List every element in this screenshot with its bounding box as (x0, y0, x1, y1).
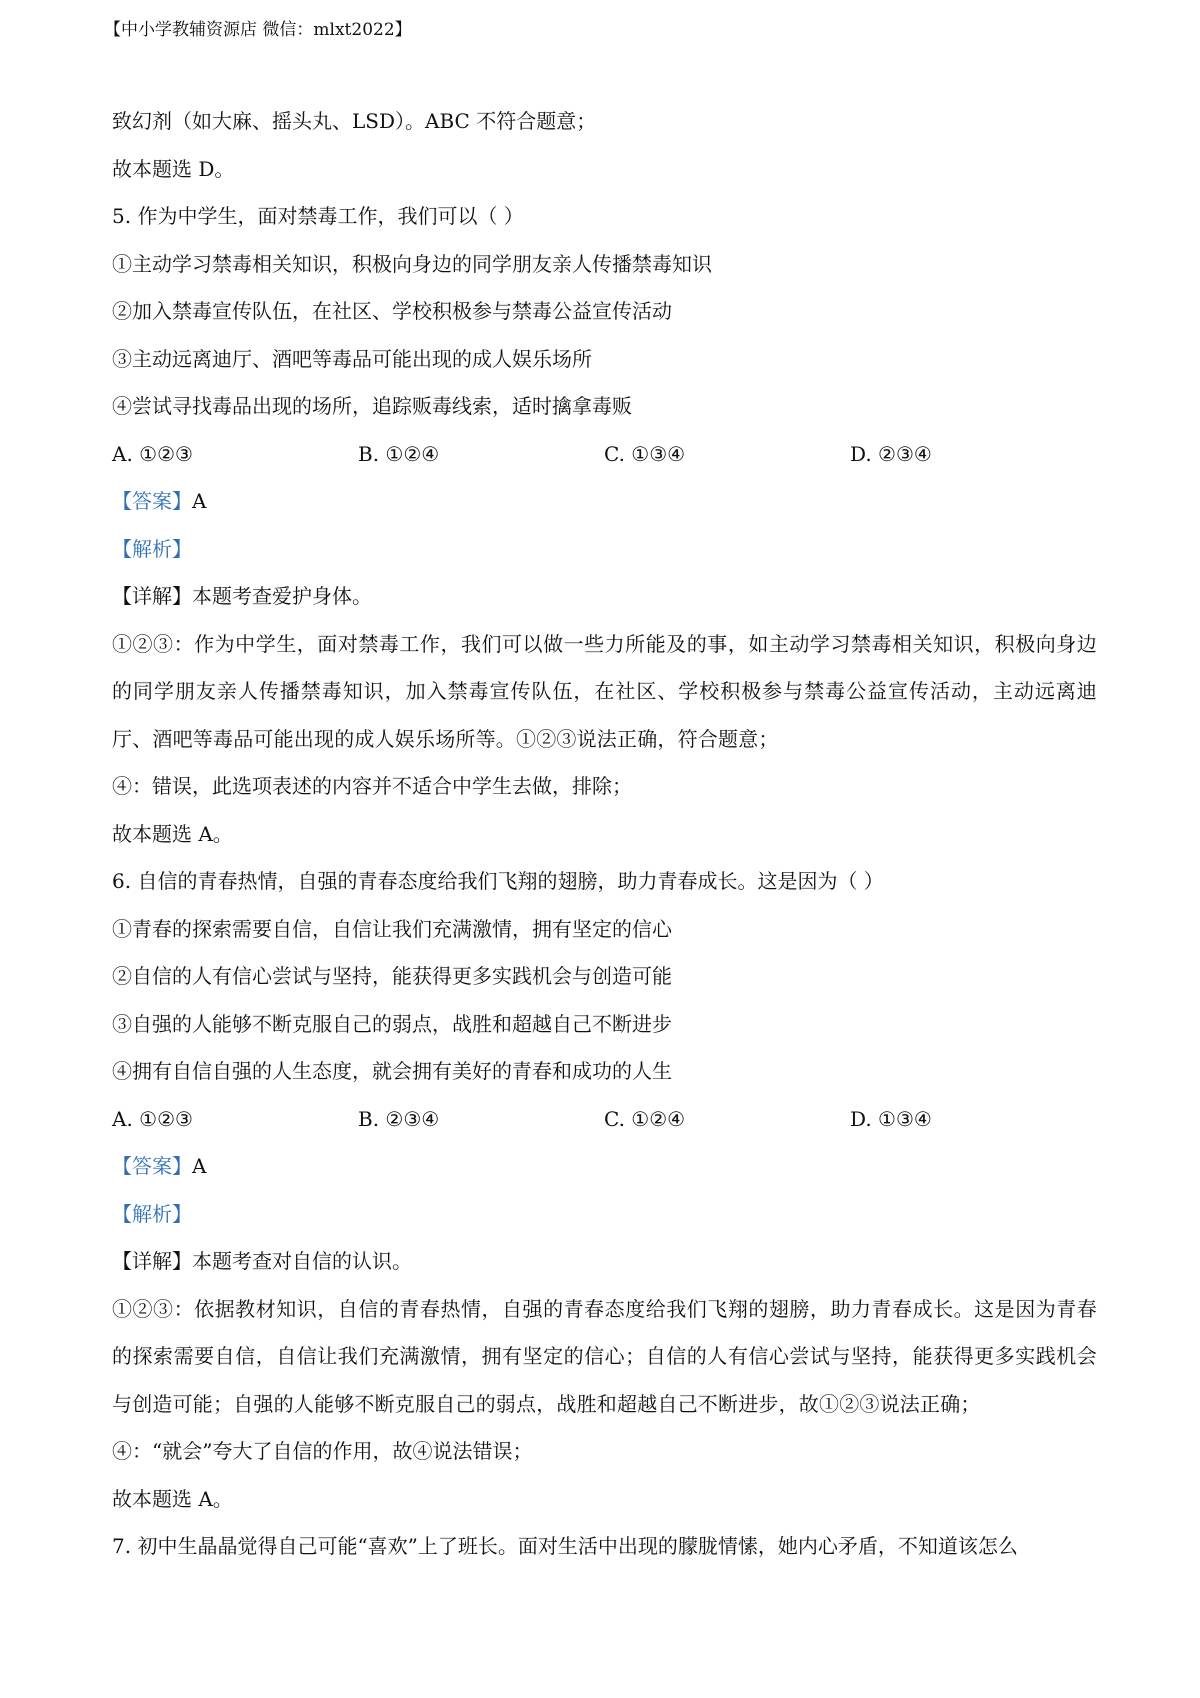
q5-answer (112, 478, 1097, 526)
q6-analysis-tag: 【解析】 (112, 1201, 192, 1226)
q6-conclusion: 故本题选 A。 (112, 1486, 233, 1511)
q7-stem: 7. 初中生晶晶觉得自己可能“喜欢”上了班长。面对生活中出现的朦胧情愫，她内心矛盾，不知道该怎么 (112, 1534, 1018, 1558)
q5-item-1: ①主动学习禁毒相关知识，积极向身边的同学朋友亲人传播禁毒知识 (112, 251, 712, 276)
q5-options (112, 431, 1097, 479)
q6-answer-tag: 【答案】 (112, 1154, 192, 1178)
q5-item-3: ③主动远离迪厅、酒吧等毒品可能出现的成人娱乐场所 (112, 346, 592, 371)
q5-answer-tag: 【答案】 (112, 489, 192, 513)
q5-detail-paragraph-2: ④：错误，此选项表述的内容并不适合中学生去做，排除； (112, 774, 632, 798)
q6-answer-value: A (192, 1154, 207, 1178)
q4-analysis-tail: 致幻剂（如大麻、摇头丸、LSD）。ABC 不符合题意； (112, 109, 597, 133)
q6-option-b: B. ②③④ (358, 1106, 440, 1131)
q6-stem: 6. 自信的青春热情，自强的青春态度给我们飞翔的翅膀，助力青春成长。这是因为（ ） (112, 869, 884, 893)
q5-option-b: B. ①②④ (358, 441, 440, 466)
q6-detail-paragraph-2: ④：“就会”夸大了自信的作用，故④说法错误； (112, 1439, 533, 1463)
q6-item-3: ③自强的人能够不断克服自己的弱点，战胜和超越自己不断进步 (112, 1011, 672, 1036)
q5-option-a: A. ①②③ (112, 441, 193, 466)
q6-option-a: A. ①②③ (112, 1106, 193, 1131)
q5-analysis-tag: 【解析】 (112, 536, 192, 561)
q6-item-2: ②自信的人有信心尝试与坚持，能获得更多实践机会与创造可能 (112, 964, 672, 988)
q6-option-d: D. ①③④ (850, 1106, 932, 1131)
q4-conclusion: 故本题选 D。 (112, 156, 235, 181)
q5-option-d: D. ②③④ (850, 441, 932, 466)
q5-detail-paragraph-1: ①②③：作为中学生，面对禁毒工作，我们可以做一些力所能及的事，如主动学习禁毒相关知识，积极向身边的同学朋友亲人传播禁毒知识，加入禁毒宣传队伍，在社区、学校积极参与禁毒公益宣传活动，主动远离迪厅、酒吧等毒品可能出现的成人娱乐场所等。①②③说法正确，符合题意； (112, 631, 1097, 751)
document-body (112, 98, 1097, 1571)
q6-option-c: C. ①②④ (604, 1106, 686, 1131)
q5-option-c: C. ①③④ (604, 441, 686, 466)
q6-detail-paragraph-1: ①②③：依据教材知识，自信的青春热情，自强的青春态度给我们飞翔的翅膀，助力青春成长。这是因为青春的探索需要自信，自信让我们充满激情，拥有坚定的信心；自信的人有信心尝试与坚持，能获得更多实践机会与创造可能；自强的人能够不断克服自己的弱点，战胜和超越自己不断进步，故①②③说法正确； (112, 1296, 1097, 1416)
q5-answer-value: A (192, 489, 207, 513)
q5-stem: 5. 作为中学生，面对禁毒工作，我们可以（ ） (112, 204, 524, 228)
q5-analysis-heading (112, 526, 1097, 574)
q5-conclusion: 故本题选 A。 (112, 821, 233, 846)
q6-analysis-heading (112, 1191, 1097, 1239)
q6-detail-title: 【详解】本题考查对自信的认识。 (112, 1249, 412, 1273)
q5-item-4: ④尝试寻找毒品出现的场所，追踪贩毒线索，适时擒拿毒贩 (112, 394, 632, 418)
q6-answer (112, 1143, 1097, 1191)
q6-options (112, 1096, 1097, 1144)
q5-item-2: ②加入禁毒宣传队伍，在社区、学校积极参与禁毒公益宣传活动 (112, 299, 672, 323)
q6-item-4: ④拥有自信自强的人生态度，就会拥有美好的青春和成功的人生 (112, 1059, 672, 1083)
page-header-watermark: 【中小学教辅资源店 微信：mlxt2022】 (104, 20, 412, 40)
q6-item-1: ①青春的探索需要自信，自信让我们充满激情，拥有坚定的信心 (112, 916, 672, 941)
q5-detail-title: 【详解】本题考查爱护身体。 (112, 584, 372, 608)
